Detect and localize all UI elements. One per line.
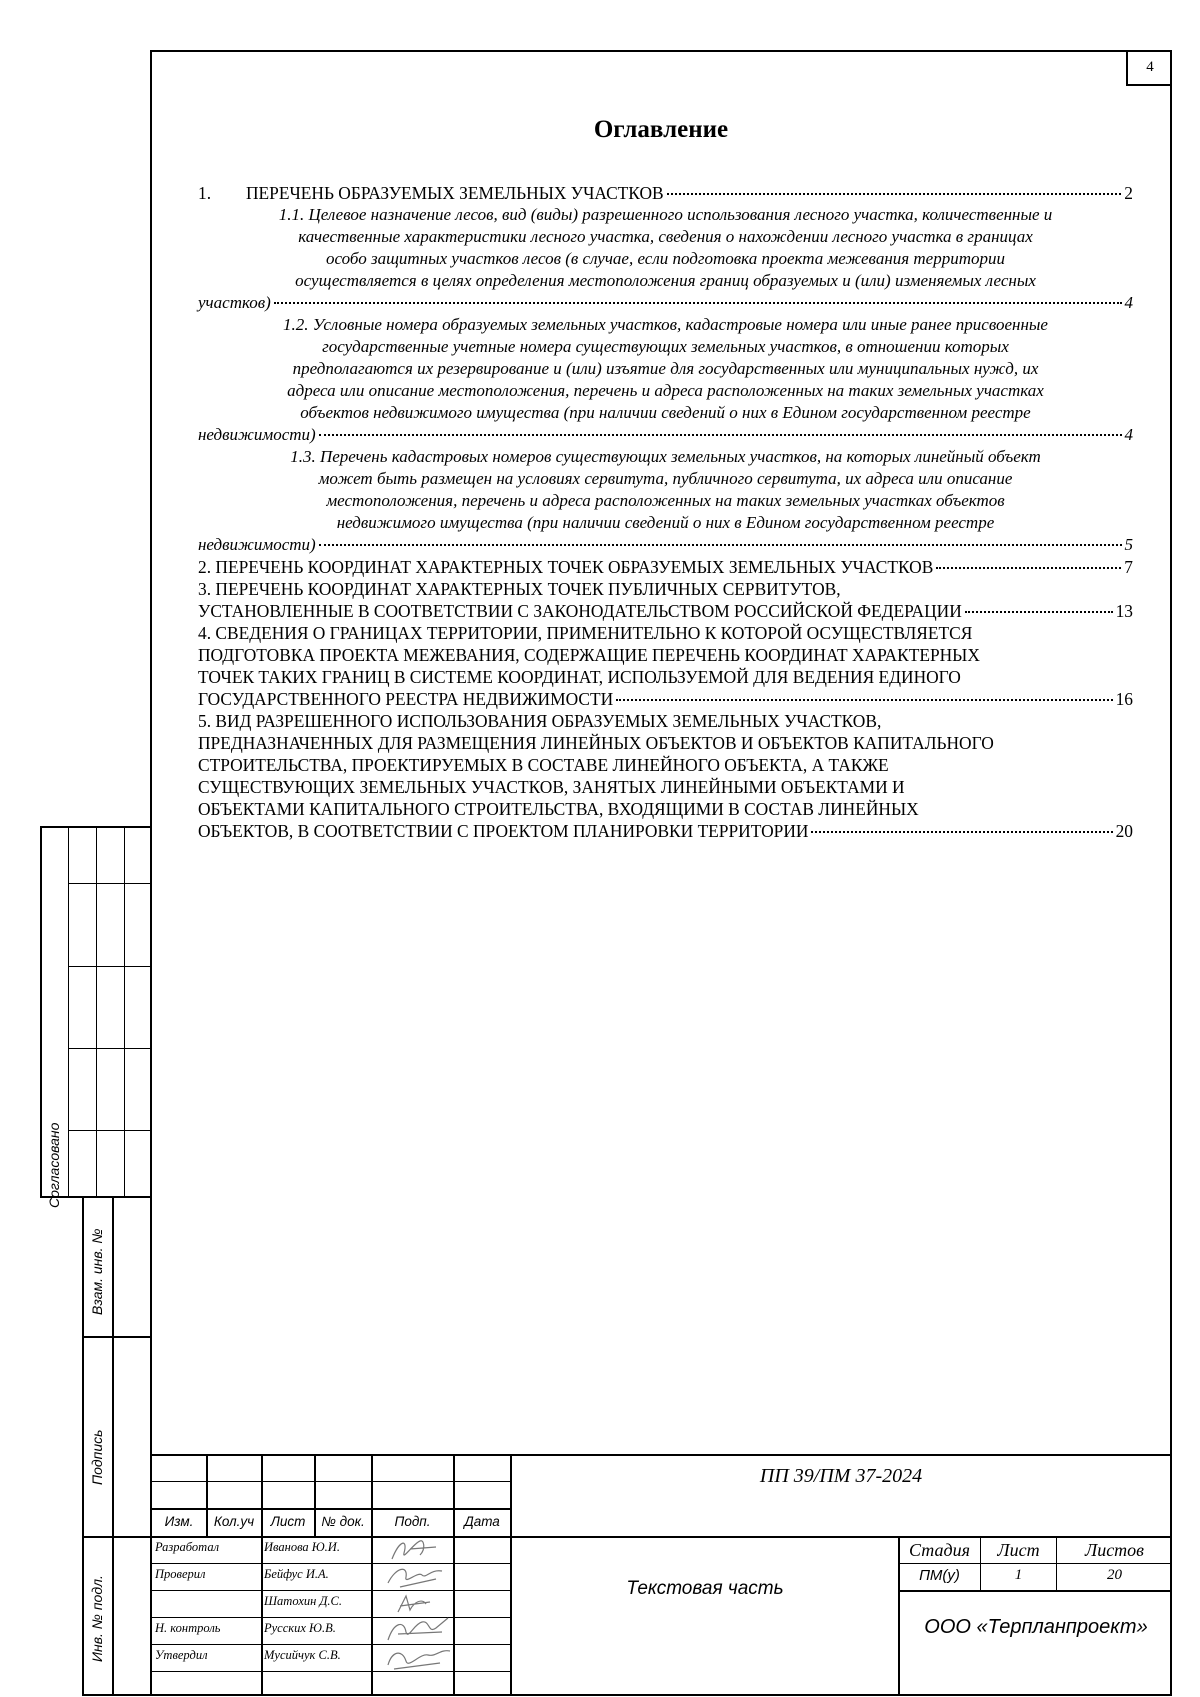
toc-line: 3. ПЕРЕЧЕНЬ КООРДИНАТ ХАРАКТЕРНЫХ ТОЧЕК ПУБЛИЧНЫХ СЕРВИТУТОВ, bbox=[198, 579, 841, 599]
document-type: Текстовая часть bbox=[626, 1578, 784, 1599]
stamp-line bbox=[68, 1130, 150, 1131]
sheet-label: Лист bbox=[997, 1540, 1040, 1560]
document-code: ПП 39/ПМ 37-2024 bbox=[759, 1465, 923, 1487]
toc-line: 5. ВИД РАЗРЕШЕННОГО ИСПОЛЬЗОВАНИЯ ОБРАЗУЕМЫХ ЗЕМЕЛЬНЫХ УЧАСТКОВ, bbox=[198, 711, 882, 731]
stamp-line bbox=[68, 1048, 150, 1049]
page-number: 4 bbox=[1126, 50, 1172, 86]
toc-line-last: ГОСУДАРСТВЕННОГО РЕЕСТРА НЕДВИЖИМОСТИ bbox=[198, 689, 614, 709]
toc-item-1[interactable] bbox=[198, 182, 1133, 204]
stamp-line bbox=[112, 1196, 114, 1696]
tb-line bbox=[150, 1590, 510, 1591]
stamp-line bbox=[68, 966, 150, 967]
tb-line bbox=[150, 1536, 1172, 1538]
stamp-line bbox=[82, 1536, 150, 1538]
person-name: Шатохин Д.С. bbox=[264, 1594, 342, 1608]
toc-line: 1.2. Условные номера образуемых земельных участков, кадастровые номера или иные ранее присвоенные bbox=[283, 315, 1048, 334]
toc-item-1-2[interactable] bbox=[198, 314, 1133, 446]
table-of-contents bbox=[198, 182, 1133, 842]
toc-line: СУЩЕСТВУЮЩИХ ЗЕМЕЛЬНЫХ УЧАСТКОВ, ЗАНЯТЫХ ЛИНЕЙНЫМИ ОБЪЕКТАМИ И bbox=[198, 777, 905, 797]
toc-line-last: недвижимости) bbox=[198, 535, 316, 554]
toc-item-page: 5 bbox=[1124, 535, 1133, 554]
toc-line-last: УСТАНОВЛЕННЫЕ В СООТВЕТСТВИИ С ЗАКОНОДАТЕЛЬСТВОМ РОССИЙСКОЙ ФЕДЕРАЦИИ bbox=[198, 601, 962, 621]
sheets-value: 20 bbox=[1107, 1567, 1122, 1583]
toc-item-1-1[interactable] bbox=[198, 204, 1133, 314]
toc-line: 4. СВЕДЕНИЯ О ГРАНИЦАХ ТЕРРИТОРИИ, ПРИМЕНИТЕЛЬНО К КОТОРОЙ ОСУЩЕСТВЛЯЕТСЯ bbox=[198, 623, 973, 643]
col-izm: Изм. bbox=[164, 1514, 194, 1529]
toc-line: ТОЧЕК ТАКИХ ГРАНИЦ В СИСТЕМЕ КООРДИНАТ, ИСПОЛЬЗУЕМОЙ ДЛЯ ВЕДЕНИЯ ЕДИНОГО bbox=[198, 667, 961, 687]
person-name: Мусийчук С.В. bbox=[264, 1648, 341, 1662]
toc-item-page: 4 bbox=[1124, 425, 1133, 444]
toc-line: ОБЪЕКТАМИ КАПИТАЛЬНОГО СТРОИТЕЛЬСТВА, ВХОДЯЩИМИ В СОСТАВ ЛИНЕЙНЫХ bbox=[198, 799, 919, 819]
col-kol-uch: Кол.уч bbox=[213, 1514, 255, 1529]
signature-scribble bbox=[378, 1561, 450, 1591]
toc-item-page: 16 bbox=[1115, 689, 1133, 709]
toc-item-page: 7 bbox=[1124, 557, 1133, 577]
stamp-line bbox=[96, 826, 97, 1196]
toc-line-last: участков) bbox=[198, 293, 271, 312]
stage-label: Стадия bbox=[909, 1540, 970, 1560]
person-name: Иванова Ю.И. bbox=[264, 1540, 340, 1554]
col-list: Лист bbox=[270, 1514, 306, 1529]
toc-item-page: 4 bbox=[1124, 293, 1133, 312]
dot-leader bbox=[811, 831, 1112, 833]
tb-line bbox=[150, 1671, 510, 1672]
tb-line bbox=[150, 1481, 510, 1482]
tb-line bbox=[371, 1454, 373, 1696]
dot-leader bbox=[965, 611, 1113, 613]
person-name: Русских Ю.В. bbox=[264, 1621, 336, 1635]
tb-line bbox=[898, 1590, 1172, 1592]
tb-line bbox=[150, 1563, 510, 1564]
inv-number-label: Инв. № подл. bbox=[89, 1575, 105, 1662]
signature-scribble bbox=[380, 1641, 454, 1673]
agreed-label: Согласовано bbox=[46, 1122, 62, 1208]
toc-line: 1.1. Целевое назначение лесов, вид (виды) разрешенного использования лесного участка, количественные и bbox=[278, 205, 1053, 224]
toc-line: особо защитных участков лесов (в случае, если подготовка проекта межевания территории bbox=[325, 249, 1006, 268]
stamp-line bbox=[40, 826, 42, 1196]
toc-title: Оглавление bbox=[593, 116, 729, 143]
toc-item-page: 20 bbox=[1115, 821, 1133, 841]
col-signature: Подп. bbox=[394, 1514, 431, 1529]
toc-line: недвижимого имущества (при наличии сведений о них в Едином государственном реестре bbox=[336, 513, 995, 532]
toc-line: качественные характеристики лесного участка, сведения о нахождении лесного участка в границах bbox=[298, 227, 1033, 246]
stamp-line bbox=[40, 826, 150, 828]
tb-line bbox=[898, 1563, 1172, 1564]
tb-line bbox=[150, 1617, 510, 1618]
col-doc-number: № док. bbox=[321, 1514, 365, 1529]
tb-line bbox=[150, 1644, 510, 1645]
tb-line bbox=[150, 1454, 1172, 1456]
col-date: Дата bbox=[464, 1514, 500, 1529]
tb-line bbox=[261, 1454, 263, 1696]
toc-line: ПРЕДНАЗНАЧЕННЫХ ДЛЯ РАЗМЕЩЕНИЯ ЛИНЕЙНЫХ ОБЪЕКТОВ И ОБЪЕКТОВ КАПИТАЛЬНОГО bbox=[198, 733, 994, 753]
stamp-line bbox=[82, 1196, 84, 1696]
role-norm-control: Н. контроль bbox=[155, 1621, 221, 1635]
toc-line: объектов недвижимого имущества (при наличии сведений о них в Едином государственном реестре bbox=[300, 403, 1031, 422]
role-checked: Проверил bbox=[155, 1567, 206, 1581]
dot-leader bbox=[274, 302, 1122, 304]
stamp-line bbox=[82, 1694, 150, 1696]
toc-line: осуществляется в целях определения местоположения границ образуемых и (или) изменяемых лесных bbox=[295, 271, 1036, 290]
toc-line: 1.3. Перечень кадастровых номеров существующих земельных участков, на которых линейный объект bbox=[290, 447, 1041, 466]
vzam-inv-label: Взам. инв. № bbox=[89, 1228, 105, 1315]
toc-item-3[interactable] bbox=[198, 578, 1133, 622]
sheets-label: Листов bbox=[1085, 1540, 1144, 1560]
toc-line: государственные учетные номера существующих земельных участков, в отношении которых bbox=[322, 337, 1009, 356]
toc-line: СТРОИТЕЛЬСТВА, ПРОЕКТИРУЕМЫХ В СОСТАВЕ ЛИНЕЙНОГО ОБЪЕКТА, А ТАКЖЕ bbox=[198, 755, 889, 775]
toc-item-5[interactable] bbox=[198, 710, 1133, 842]
toc-line: ПОДГОТОВКА ПРОЕКТА МЕЖЕВАНИЯ, СОДЕРЖАЩИЕ ПЕРЕЧЕНЬ КООРДИНАТ ХАРАКТЕРНЫХ bbox=[198, 645, 980, 665]
sheet-value: 1 bbox=[1014, 1567, 1023, 1583]
toc-line: предполагаются их резервирование и (или) изъятие для государственных или муниципальных нужд, их bbox=[292, 359, 1039, 378]
dot-leader bbox=[667, 193, 1122, 195]
stage-value: ПМ(у) bbox=[919, 1567, 960, 1584]
toc-item-4[interactable] bbox=[198, 622, 1133, 710]
dot-leader bbox=[616, 699, 1112, 701]
toc-item-text: ПЕРЕЧЕНЬ ОБРАЗУЕМЫХ ЗЕМЕЛЬНЫХ УЧАСТКОВ bbox=[246, 183, 664, 203]
dot-leader bbox=[319, 434, 1122, 436]
toc-line-last: 2. ПЕРЕЧЕНЬ КООРДИНАТ ХАРАКТЕРНЫХ ТОЧЕК ОБРАЗУЕМЫХ ЗЕМЕЛЬНЫХ УЧАСТКОВ bbox=[198, 557, 934, 577]
dot-leader bbox=[319, 544, 1122, 546]
toc-line: адреса или описание местоположения, перечень и адреса расположенных на таких земельных участках bbox=[287, 381, 1044, 400]
toc-line: может быть размещен на условиях сервитута, публичного сервитута, их адреса или описание bbox=[318, 469, 1013, 488]
tb-line bbox=[150, 1508, 510, 1510]
tb-line bbox=[510, 1454, 512, 1696]
signature-label: Подпись bbox=[89, 1429, 105, 1485]
stamp-line bbox=[68, 883, 150, 884]
stamp-line bbox=[124, 826, 125, 1196]
toc-item-page: 2 bbox=[1124, 183, 1133, 203]
person-name: Бейфус И.А. bbox=[264, 1567, 329, 1581]
role-approved: Утвердил bbox=[155, 1648, 208, 1662]
toc-item-2[interactable] bbox=[198, 556, 1133, 578]
toc-line-last: недвижимости) bbox=[198, 425, 316, 444]
stamp-line bbox=[82, 1336, 150, 1338]
toc-line-last: ОБЪЕКТОВ, В СООТВЕТСТВИИ С ПРОЕКТОМ ПЛАНИРОВКИ ТЕРРИТОРИИ bbox=[198, 821, 809, 841]
role-developed: Разработал bbox=[155, 1540, 220, 1554]
toc-line: местоположения, перечень и адреса расположенных на таких земельных участках объектов bbox=[326, 491, 1005, 510]
organization-name: ООО «Терпланпроект» bbox=[924, 1616, 1148, 1638]
stamp-line bbox=[68, 826, 69, 1196]
toc-item-page: 13 bbox=[1115, 601, 1133, 621]
toc-item-number: 1. bbox=[198, 183, 212, 203]
dot-leader bbox=[936, 567, 1121, 569]
toc-item-1-3[interactable] bbox=[198, 446, 1133, 556]
